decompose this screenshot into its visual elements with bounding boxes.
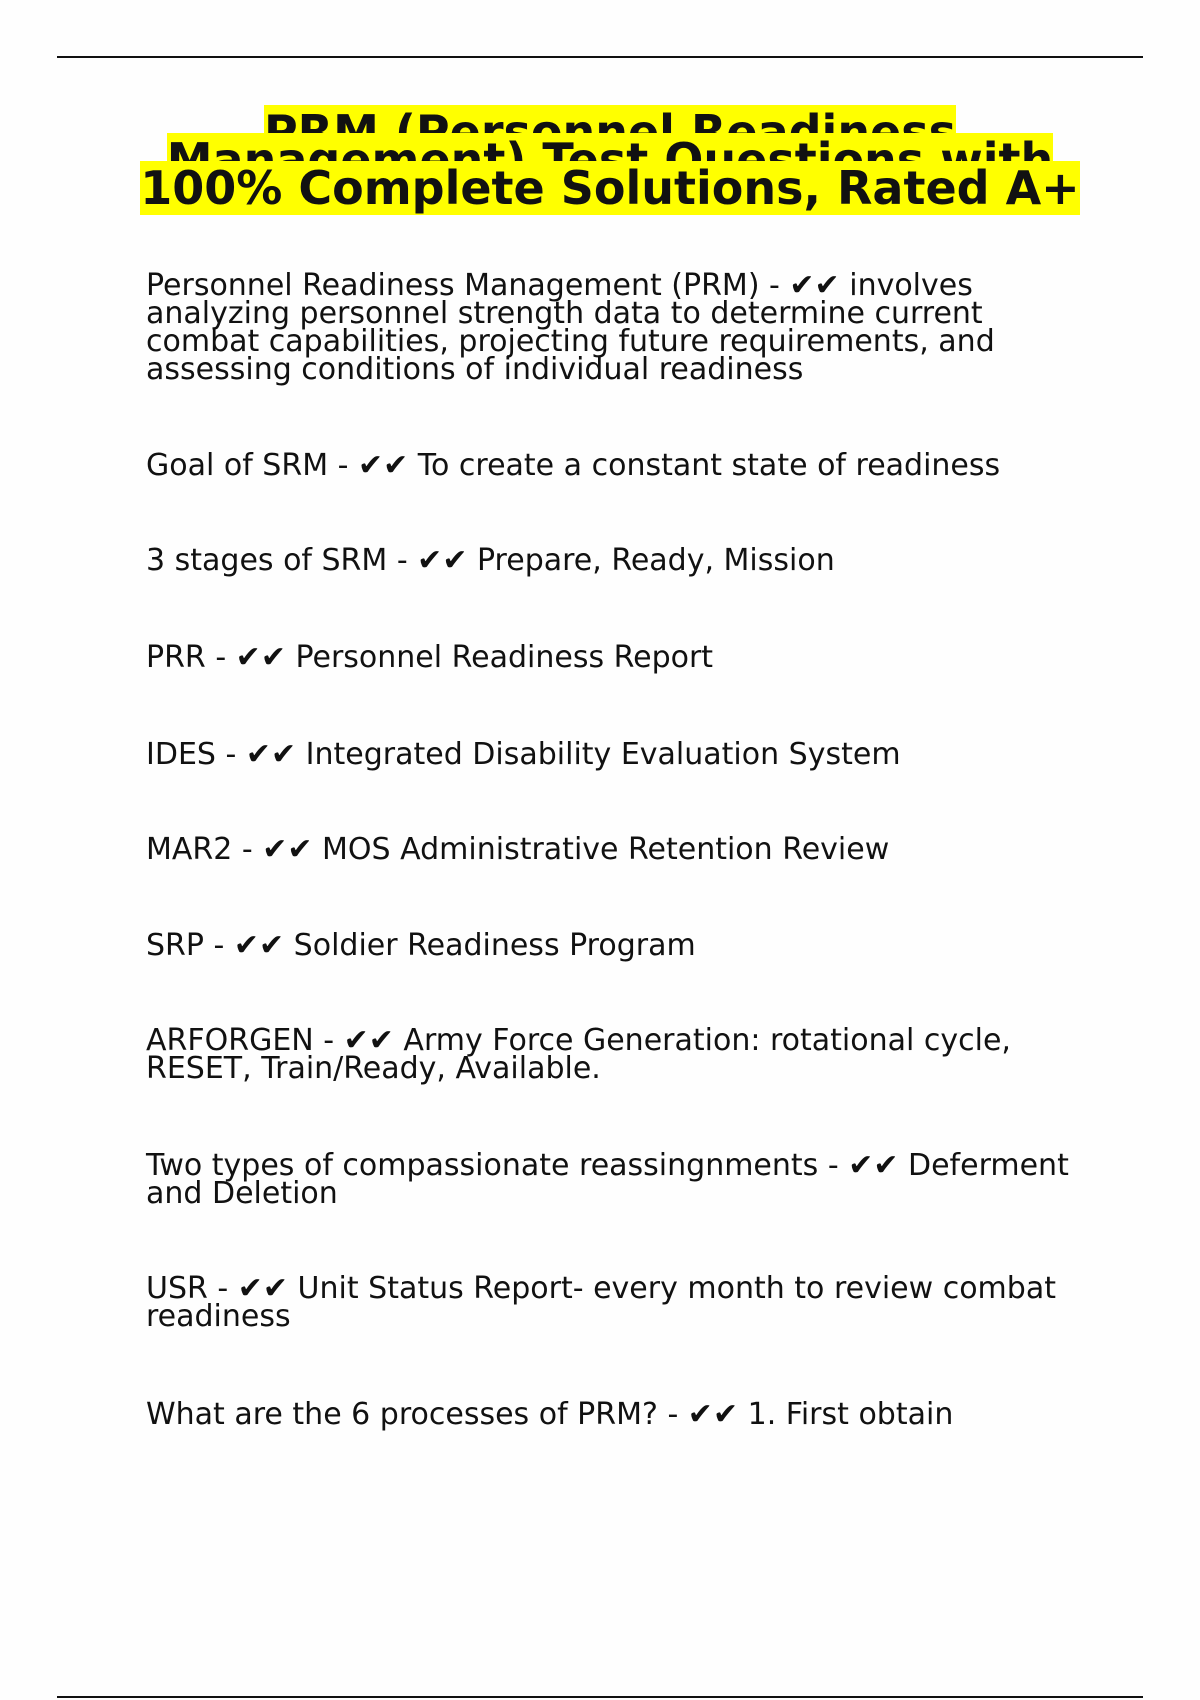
- qa-entry-usr: USR - ✔✔ Unit Status Report- every month to review combat readiness: [146, 1271, 1056, 1334]
- qa-entry-srp: SRP - ✔✔ Soldier Readiness Program: [146, 928, 696, 963]
- qa-entry-prr: PRR - ✔✔ Personnel Readiness Report: [146, 640, 714, 675]
- qa-entry-prm: Personnel Readiness Management (PRM) - ✔✔ involves analyzing personnel strength data to determine current combat capabilities, projecting future requirements, and assessing conditions of individual readiness: [146, 268, 995, 387]
- qa-entry-arforgen: ARFORGEN - ✔✔ Army Force Generation: rotational cycle, RESET, Train/Ready, Available.: [146, 1023, 1011, 1086]
- title-highlight: PRM (Personnel Readiness Management) Test Questions with 100% Complete Solutions, Rated A+: [140, 105, 1080, 215]
- header-rule: [57, 56, 1143, 58]
- qa-entry-compassionate: Two types of compassionate reassingnments - ✔✔ Deferment and Deletion: [146, 1148, 1069, 1211]
- qa-entry-goal-srm: Goal of SRM - ✔✔ To create a constant state of readiness: [146, 448, 1001, 483]
- qa-entry-prm-processes: What are the 6 processes of PRM? - ✔✔ 1. First obtain: [146, 1397, 954, 1432]
- footer-rule: [57, 1696, 1143, 1698]
- document-title: [140, 105, 1080, 215]
- qa-entry-ides: IDES - ✔✔ Integrated Disability Evaluation System: [146, 737, 901, 772]
- qa-entry-mar2: MAR2 - ✔✔ MOS Administrative Retention Review: [146, 832, 890, 867]
- qa-entry-stages-srm: 3 stages of SRM - ✔✔ Prepare, Ready, Mission: [146, 543, 835, 578]
